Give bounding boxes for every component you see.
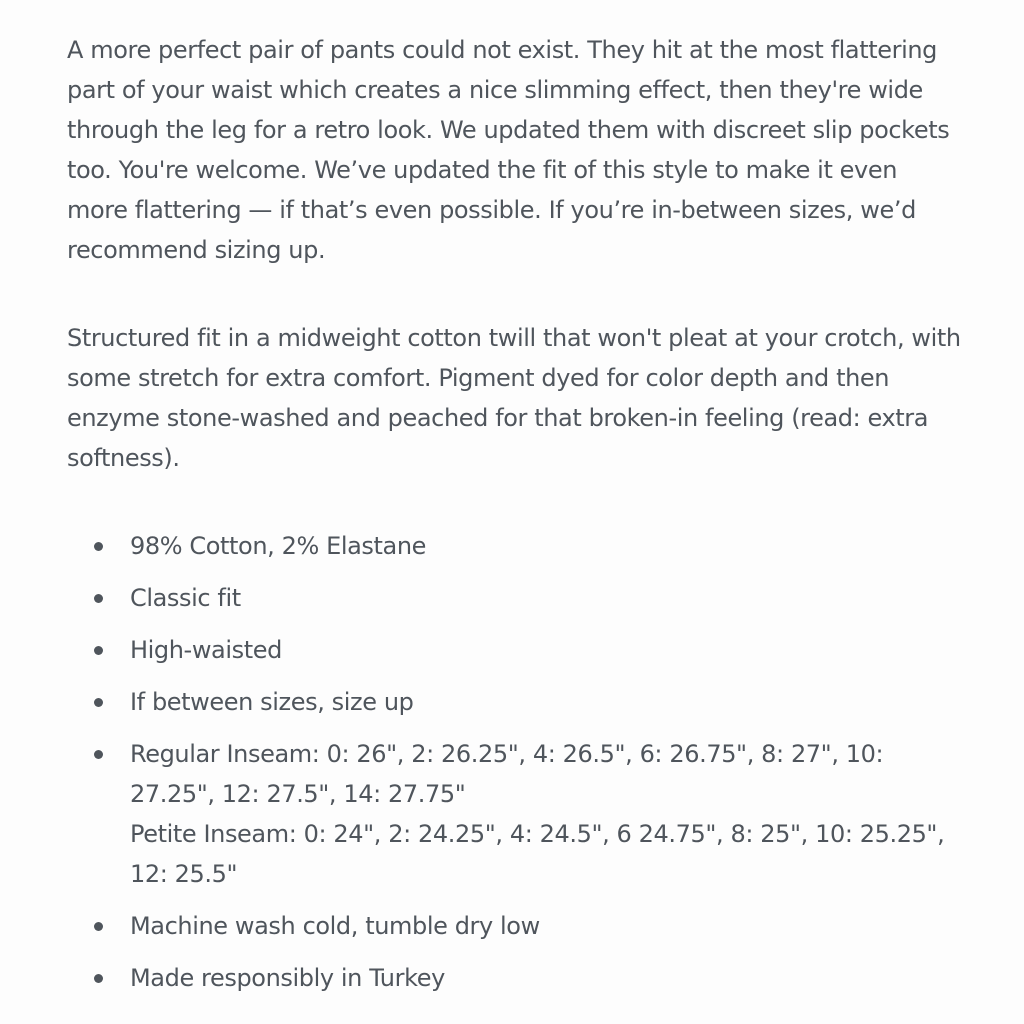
spec-rise-text: High-waisted [130, 636, 282, 664]
spec-sizing-tip-text: If between sizes, size up [130, 688, 414, 716]
spec-item-fabric [67, 526, 964, 566]
spec-item-origin [67, 958, 964, 998]
spec-origin-text: Made responsibly in Turkey [130, 964, 445, 992]
bullet-icon [94, 594, 103, 603]
bullet-icon [94, 646, 103, 655]
bullet-icon [94, 542, 103, 551]
description-paragraph-2: Structured fit in a midweight cotton twill that won't pleat at your crotch, with some stretch for extra comfort. Pigment dyed for color depth and then enzyme stone-washed and peached for that broken-in feeling (read: extra softness). [67, 324, 961, 472]
spec-care-text: Machine wash cold, tumble dry low [130, 912, 540, 940]
spec-fabric-text: 98% Cotton, 2% Elastane [130, 532, 427, 560]
spec-fit-text: Classic fit [130, 584, 241, 612]
product-specs-list [67, 526, 964, 998]
description-paragraph-1: A more perfect pair of pants could not exist. They hit at the most flattering part of your waist which creates a nice slimming effect, then they're wide through the leg for a retro look. We updated them with discreet slip pockets too. You're welcome. We’ve updated the fit of this style to make it even more flattering — if that’s even possible. If you’re in-between sizes, we’d recommend sizing up. [67, 36, 950, 264]
bullet-icon [94, 922, 103, 931]
bullet-icon [94, 750, 103, 759]
spec-item-rise [67, 630, 964, 670]
bullet-icon [94, 974, 103, 983]
bullet-icon [94, 698, 103, 707]
spec-regular-inseam-text: Regular Inseam: 0: 26", 2: 26.25", 4: 26.5", 6: 26.75", 8: 27", 10: 27.25", 12: 27.5", 14: 27.75" [130, 740, 884, 808]
spec-item-sizing-tip [67, 682, 964, 722]
spec-item-inseam [67, 734, 964, 894]
spec-item-fit [67, 578, 964, 618]
spec-petite-inseam-text: Petite Inseam: 0: 24", 2: 24.25", 4: 24.5", 6 24.75", 8: 25", 10: 25.25", 12: 25.5" [130, 820, 945, 888]
spec-item-care [67, 906, 964, 946]
